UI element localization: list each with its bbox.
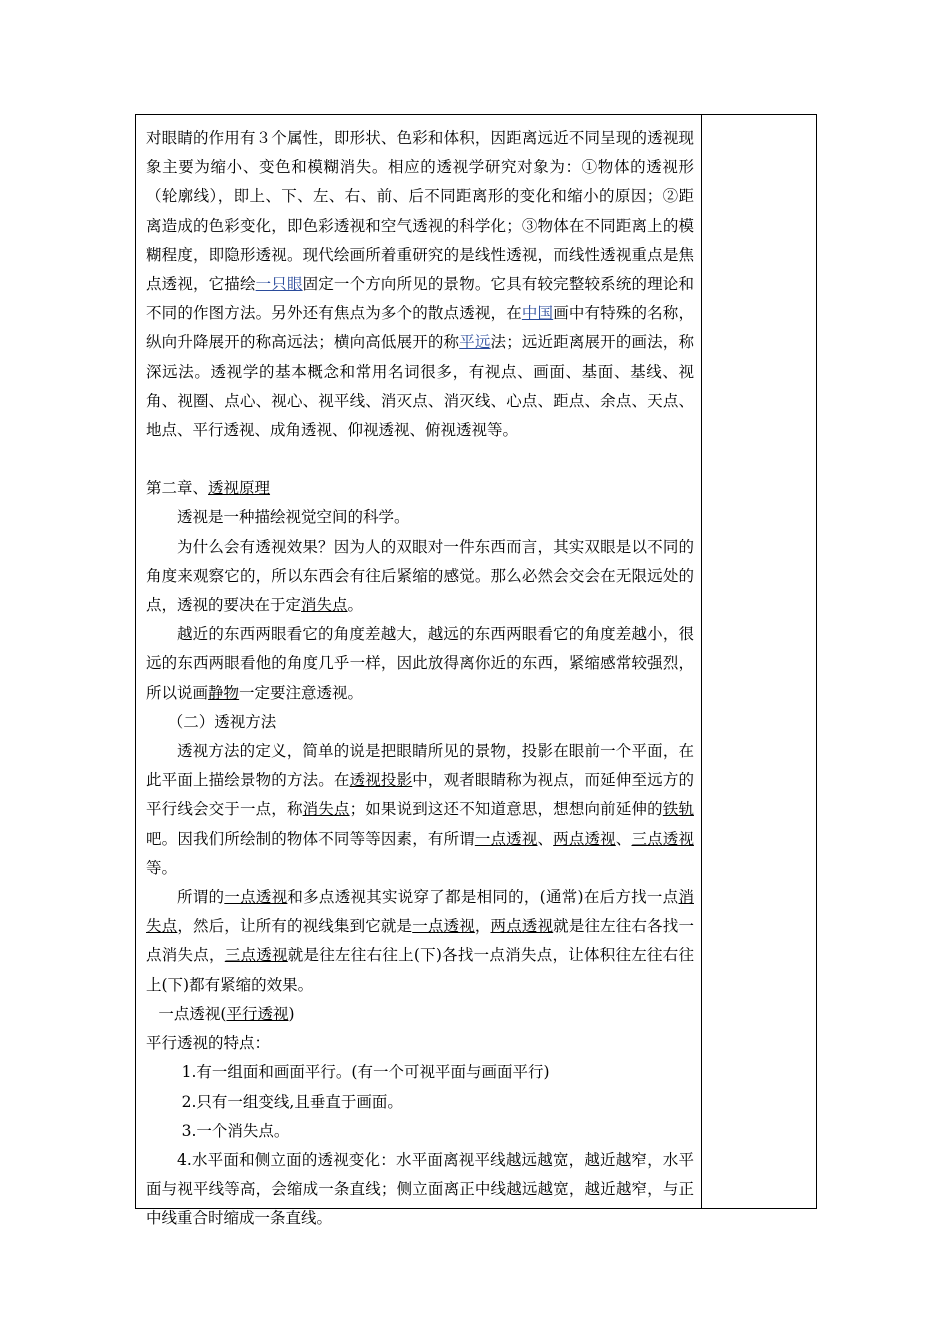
feature-item: 3.一个消失点。 xyxy=(181,1121,290,1140)
link-parallel-perspective[interactable]: 平行透视 xyxy=(226,1004,289,1023)
paragraph-why: 为什么会有透视效果？因为人的双眼对一件东西而言，其实双眼是以不同的角度来观察它的，所以东西会有往后紧缩的感觉。那么必然会交会在无限远处的点，透视的要决在于定消失点。 xyxy=(146,537,694,615)
link-pingyuan[interactable]: 平远 xyxy=(459,333,491,352)
link-perspective-principle[interactable]: 透视原理 xyxy=(208,479,271,498)
paragraph-multi-point: 所谓的一点透视和多点透视其实说穿了都是相同的，(通常)在后方找一点消失点，然后，让所有的视线集到它就是一点透视，两点透视就是往左往右各找一点消失点，三点透视就是往左往右往上(下)各找一点消失点，让体积往左往右往上(下)都有紧缩的效果。 xyxy=(146,888,694,994)
column-divider xyxy=(701,115,702,1208)
paragraph-near-far: 越近的东西两眼看它的角度差越大，越远的东西两眼看它的角度差越小，很远的东西两眼看他的角度几乎一样，因此放得离你近的东西，紧缩感常较强烈，所以说画静物一定要注意透视。 xyxy=(146,625,694,702)
one-point-heading: 一点透视(平行透视) xyxy=(158,1004,295,1023)
section-heading-method: （二）透视方法 xyxy=(167,712,277,731)
link-one-point[interactable]: 一点透视 xyxy=(474,829,538,848)
link-one-eye[interactable]: 一只眼 xyxy=(255,275,303,294)
link-two-point[interactable]: 两点透视 xyxy=(553,829,616,848)
link-three-point[interactable]: 三点透视 xyxy=(224,946,288,965)
link-railway[interactable]: 铁轨 xyxy=(662,800,694,819)
paragraph-method: 透视方法的定义，简单的说是把眼睛所见的景物，投影在眼前一个平面，在此平面上描绘景物的方法。在透视投影中，观者眼睛称为视点，而延伸至远方的平行线会交于一点，称消失点；如果说到这还不知道意思，想想向前延伸的铁轨吧。因我们所绘制的物体不同等等因素，有所谓一点透视、两点透视、三点透视等。 xyxy=(146,742,694,877)
link-vanishing-point[interactable]: 消失点 xyxy=(301,596,348,615)
link-one-point[interactable]: 一点透视 xyxy=(412,917,475,936)
link-china[interactable]: 中国 xyxy=(521,304,554,323)
link-vanishing-point[interactable]: 消失点 xyxy=(302,800,350,819)
link-two-point[interactable]: 两点透视 xyxy=(490,917,554,936)
features-title: 平行透视的特点： xyxy=(146,1034,271,1053)
spacer xyxy=(146,445,694,474)
link-vanishing-point[interactable]: 消失点 xyxy=(146,888,694,936)
link-three-point[interactable]: 三点透视 xyxy=(631,829,694,848)
link-one-point[interactable]: 一点透视 xyxy=(224,888,288,907)
paragraph-definition: 透视是一种描绘视觉空间的科学。 xyxy=(177,508,410,527)
feature-item: 1.有一组面和画面平行。(有一个可视平面与画面平行) xyxy=(181,1063,550,1082)
feature-item: 2.只有一组变线,且垂直于画面。 xyxy=(181,1092,403,1111)
link-perspective-projection[interactable]: 透视投影 xyxy=(349,771,413,790)
main-cell xyxy=(146,124,694,1228)
link-still-life[interactable]: 静物 xyxy=(208,683,240,702)
intro-paragraph: 对眼睛的作用有３个属性，即形状、色彩和体积，因距离远近不同呈现的透视现象主要为缩小、变色和模糊消失。相应的透视学研究对象为：①物体的透视形（轮廓线），即上、下、左、右、前、后不同距离形的变化和缩小的原因；②距离造成的色彩变化，即色彩透视和空气透视的科学化；③物体在不同距离上的模糊程度，即隐形透视。现代绘画所着重研究的是线性透视，而线性透视重点是焦点透视，它描绘一只眼固定一个方向所见的景物。它具有较完整较系统的理论和不同的作图方法。另外还有焦点为多个的散点透视，在中国画中有特殊的名称，纵向升降展开的称高远法；横向高低展开的称平远法；远近距离展开的画法，称深远法。透视学的基本概念和常用名词很多，有视点、画面、基面、基线、视角、视圈、点心、视心、视平线、消灭点、消灭线、心点、距点、余点、天点、地点、平行透视、成角透视、仰视透视、俯视透视等。 xyxy=(146,129,694,440)
chapter-heading: 第二章、透视原理 xyxy=(146,479,271,498)
table-frame xyxy=(135,114,817,1228)
feature-item: 4.水平面和侧立面的透视变化：水平面离视平线越远越宽，越近越窄，水平面与视平线等高，会缩成一条直线；侧立面离正中线越远越宽，越近越窄，与正中线重合时缩成一条直线。 xyxy=(146,1150,694,1228)
